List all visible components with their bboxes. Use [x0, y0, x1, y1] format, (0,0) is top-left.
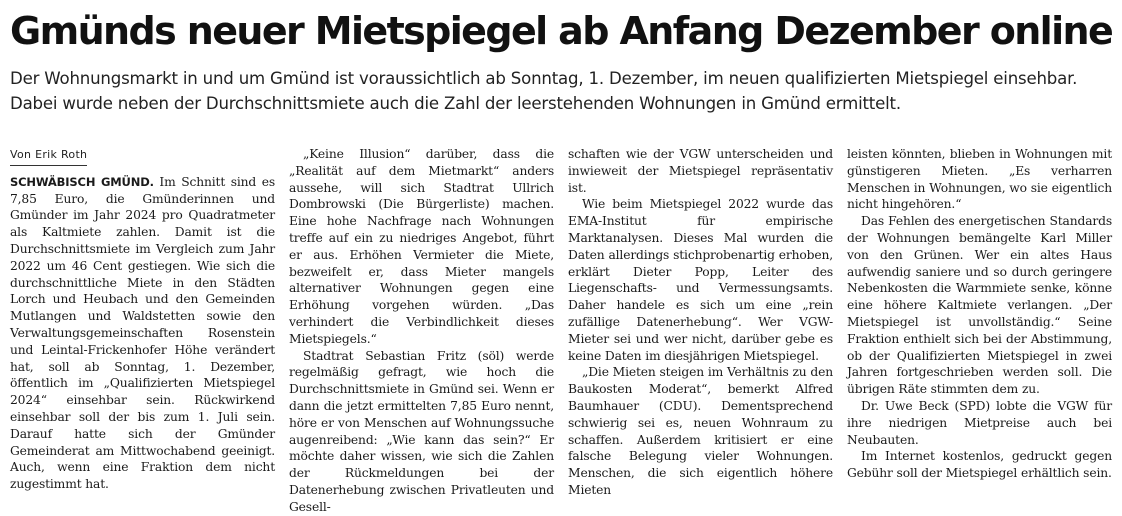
column-3 [568, 146, 833, 516]
paragraph: Wie beim Mietspiegel 2022 wurde das EMA-Institut für empirische Marktanalysen. Dieses Mal wurden die Daten allerdings stichprobenartig erhoben, erklärt Dieter Popp, Leiter des Liegenschafts- und Vermessungsamts. Daher handele es sich um eine „rein zufällige Datenerhebung“. Wer VGW-Mieter sei und wer nicht, darüber gebe es keine Daten im diesjährigen Mietspiegel. [568, 197, 833, 363]
column-1 [10, 146, 275, 516]
dateline: SCHWÄBISCH GMÜND. [10, 174, 154, 189]
byline: Von Erik Roth [10, 147, 87, 166]
article-body [10, 146, 1114, 516]
paragraph: „Keine Illusion“ darüber, dass die „Realität auf dem Mietmarkt“ anders aussehe, will sich Stadtrat Ullrich Dombrowski (Die Bürgerliste) machen. Eine hohe Nachfrage nach Wohnungen treffe auf ein zu niedriges Angebot, führt er aus. Erhöhen Vermieter die Miete, bezweifelt er, dass Mieter mangels alternativer Wohnungen gegen eine Erhöhung vorgehen würden. „Das verhindert die Verbindlichkeit dieses Mietspiegels.“ [289, 147, 554, 346]
lead-paragraph: Der Wohnungsmarkt in und um Gmünd ist voraussichtlich ab Sonntag, 1. Dezember, im neuen qualifizierten Mietspiegel einsehbar. Dabei wurde neben der Durchschnittsmiete auch die Zahl der leerstehenden Wohnungen in Gmünd ermittelt. [10, 69, 1078, 113]
paragraph: Stadtrat Sebastian Fritz (söl) werde regelmäßig gefragt, wie hoch die Durchschnittsmiete in Gmünd sei. Wenn er dann die jetzt ermittelten 7,85 Euro nennt, höre er von Menschen auf Wohnungssuche augenreibend: „Wie kann das sein?“ Er möchte daher wissen, wie sich die Zahlen der Rückmeldungen bei der Datenerhebung zwischen Privatleuten und Gesell- [289, 348, 554, 514]
paragraph: leisten könnten, blieben in Wohnungen mit günstigeren Mieten. „Es verharren Menschen in Wohnungen, wo sie eigentlich nicht hingehören.“ [847, 147, 1112, 212]
paragraph: Dr. Uwe Beck (SPD) lobte die VGW für ihre niedrigen Mietpreise auch bei Neubauten. [847, 398, 1112, 447]
headline: Gmünds neuer Mietspiegel ab Anfang Dezember online [10, 9, 1113, 53]
paragraph: schaften wie der VGW unterscheiden und inwieweit der Mietspiegel repräsentativ ist. [568, 147, 833, 195]
paragraph-text: Im Schnitt sind es 7,85 Euro, die Gmünderinnen und Gmünder im Jahr 2024 pro Quadratmeter als Kaltmiete zahlen. Damit ist die Durchschnittsmiete im Vergleich zum Jahr 2022 um 46 Cent gestiegen. Wie sich die durchschnittliche Miete in den Städten Lorch und Heubach und den Gemeinden Mutlangen und Waldstetten sowie den Verwaltungsgemeinschaften Rosenstein und Leintal-Frickenhofer Höhe verändert hat, soll ab Sonntag, 1. Dezember, öffentlich im „Qualifizierten Mietspiegel 2024“ einsehbar sein. Rückwirkend einsehbar soll der bis zum 1. Juli sein. Darauf hatte sich der Gmünder Gemeinderat am Mittwochabend geeinigt. Auch, wenn eine Fraktion dem nicht zugestimmt hat. [10, 174, 275, 492]
paragraph [10, 174, 275, 493]
paragraph: „Die Mieten steigen im Verhältnis zu den Baukosten Moderat“, bemerkt Alfred Baumhauer (CDU). Dementsprechend schwierig sei es, neuen Wohnraum zu schaffen. Außerdem kritisiert er eine falsche Belegung vieler Wohnungen. Menschen, die sich eigentlich höhere Mieten [568, 365, 833, 497]
column-2 [289, 146, 554, 516]
paragraph: Im Internet kostenlos, gedruckt gegen Gebühr soll der Mietspiegel erhältlich sein. [847, 449, 1112, 481]
column-4 [847, 146, 1112, 516]
paragraph: Das Fehlen des energetischen Standards der Wohnungen bemängelte Karl Miller von den Grünen. Wer ein altes Haus aufwendig saniere und so durch geringere Nebenkosten die Warmmiete senke, könne eine höhere Kaltmiete verlangen. „Der Mietspiegel ist unvollständig.“ Seine Fraktion enthielt sich bei der Abstimmung, ob der Qualifizierten Mietspiegel in zwei Jahren fortgeschrieben werden soll. Die übrigen Räte stimmten dem zu. [847, 214, 1112, 397]
